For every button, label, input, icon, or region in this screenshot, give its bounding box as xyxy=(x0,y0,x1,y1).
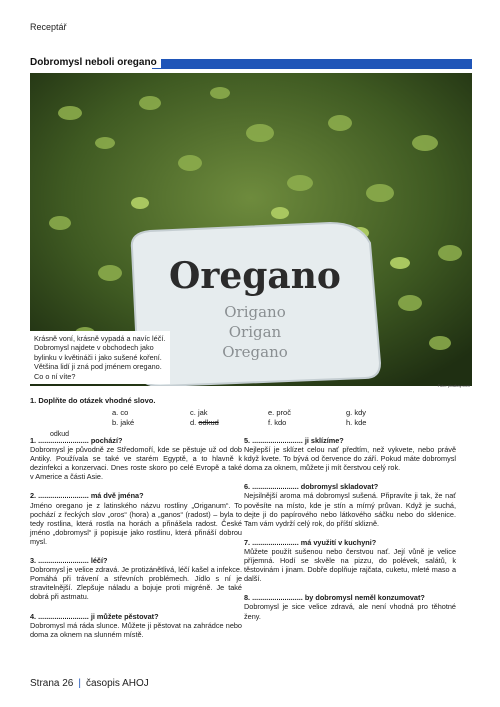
plant-label-line1: Origano xyxy=(224,303,286,321)
question-body: Dobromysl je velice zdravá. Je protizánětlivá, léčí kašel a infekce. Pomáhá při trávení a střevních problémech. Jídlo s ní je stravitelnější. Zlepšuje náladu a bojuje proti migréně. Je také dobrá při astmatu. xyxy=(30,565,242,602)
option-word: co xyxy=(120,408,129,417)
option-f xyxy=(268,418,286,427)
plant-label-main: Oregano xyxy=(169,255,341,297)
question-heading: 8. ......................... by dobromysl neměl konzumovat? xyxy=(244,593,425,603)
magazine-name: časopis AHOJ xyxy=(85,678,149,689)
article-title-bar xyxy=(30,58,472,70)
option-b xyxy=(112,418,134,427)
question-block xyxy=(244,436,456,472)
plant-label-line3: Oregano xyxy=(222,343,288,361)
question-heading: 6. ....................... dobromysl skladovat? xyxy=(244,482,379,492)
title-accent-line xyxy=(152,59,472,69)
option-letter: c. xyxy=(190,408,196,417)
questions-right-column xyxy=(244,436,456,631)
option-letter: g. xyxy=(346,408,353,417)
question-block xyxy=(30,556,242,601)
question-heading: 3. ......................... léčí? xyxy=(30,556,108,566)
option-letter: b. xyxy=(112,418,119,427)
option-word: proč xyxy=(276,408,291,417)
option-h xyxy=(346,418,366,427)
question-body: Nejsilnější aroma má dobromysl sušená. Připravíte ji tak, že nať pověsíte na místo, kde je stín a mírný průvan. Když je suchá, dejte ji do papírového nebo látkového sáčku nebo do sklenice. Tam vám vydrží celý rok, do příští sklizně. xyxy=(244,491,456,528)
question-body: Nejlepší je sklízet celou nať předtím, než vykvete, nebo právě když kvete. To bývá od července do září. Pokud máte dobromysl doma za oknem, můžete ji mít čerstvou celý rok. xyxy=(244,445,456,473)
option-word: jaké xyxy=(120,418,135,427)
option-letter: a. xyxy=(112,408,119,417)
question-body: Dobromysl má ráda slunce. Můžete ji pěstovat na zahrádce nebo doma za oknem na slunném místě. xyxy=(30,620,242,639)
footer-separator: | xyxy=(78,678,81,689)
section-header: Receptář xyxy=(30,22,67,32)
question-heading: 4. ......................... ji můžete pěstovat? xyxy=(30,611,159,621)
task-instruction: 1. Doplňte do otázek vhodné slovo. xyxy=(30,396,156,405)
option-letter: h. xyxy=(346,418,353,427)
option-c xyxy=(190,408,208,417)
question-block xyxy=(244,538,456,583)
question-body: Můžete použít sušenou nebo čerstvou nať. Její vůně je velice příjemná. Hodí se skvěle na pizzu, do polévek, salátů, k těstovinám i jinam. Dobře doplňuje rajčata, cuketu, mleté maso a další. xyxy=(244,546,456,584)
question-heading: 2. ......................... má dvě jména? xyxy=(30,491,144,501)
photo-credit: Foto: pixabay.com xyxy=(437,383,470,388)
option-a xyxy=(112,408,128,417)
question-block xyxy=(244,482,456,527)
option-letter: e. xyxy=(268,408,275,417)
option-g xyxy=(346,408,366,417)
option-word: jak xyxy=(197,408,208,417)
option-e xyxy=(268,408,291,417)
photo-caption: Krásně voní, krásně vypadá a navíc léčí. Dobromysl najdete v obchodech jako bylinku v květináči i jako sušené koření. Většina lidí ji zná pod jménem oregano. Co o ní víte? xyxy=(30,331,170,384)
option-word: kde xyxy=(354,418,367,427)
option-word: kdy xyxy=(354,408,367,417)
question-body: Dobromysl je původně ze Středomoří, kde se pěstuje už od dob Antiky. Používala se také ve starém Egyptě, a to hlavně k dezinfekci a konzervaci. Dnes roste skoro po celé Evropě a také v Americe a části Asie. xyxy=(30,445,242,482)
questions-left-column xyxy=(30,436,242,649)
question-heading: 5. ......................... ji sklízíme? xyxy=(244,436,344,445)
page-number: Strana 26 xyxy=(30,678,74,689)
word-options xyxy=(112,408,412,428)
question-block xyxy=(30,612,242,639)
question-block xyxy=(244,593,456,620)
option-d xyxy=(190,418,219,427)
question-block xyxy=(30,491,242,546)
plant-label-line2: Origan xyxy=(228,323,282,341)
option-word: kdo xyxy=(274,418,287,427)
question-body: Jméno oregano je z latinského názvu rostliny „Origanum“. To pochází z řeckých slov „oros“ (hora) a „ganos“ (radost) – byla to tedy rostlina, která rostla na horách a přinášela radost. České jméno „dobromysl“ ji popisuje jako rostlinu, která přináší dobrou mysl. xyxy=(30,500,242,546)
question-heading: 1. ......................... pochází? xyxy=(30,436,123,445)
option-letter: d. xyxy=(190,418,197,427)
article-title: Dobromysl neboli oregano xyxy=(30,57,161,68)
page-footer xyxy=(30,678,149,689)
option-letter: f. xyxy=(268,418,273,427)
question-body: Dobromysl je sice velice zdravá, ale není vhodná pro těhotné ženy. xyxy=(244,602,456,621)
filled-answer: odkud xyxy=(50,431,70,438)
option-word-used: odkud xyxy=(198,418,219,427)
question-block xyxy=(30,436,242,481)
question-heading: 7. ....................... má využití v kuchyni? xyxy=(244,537,377,547)
